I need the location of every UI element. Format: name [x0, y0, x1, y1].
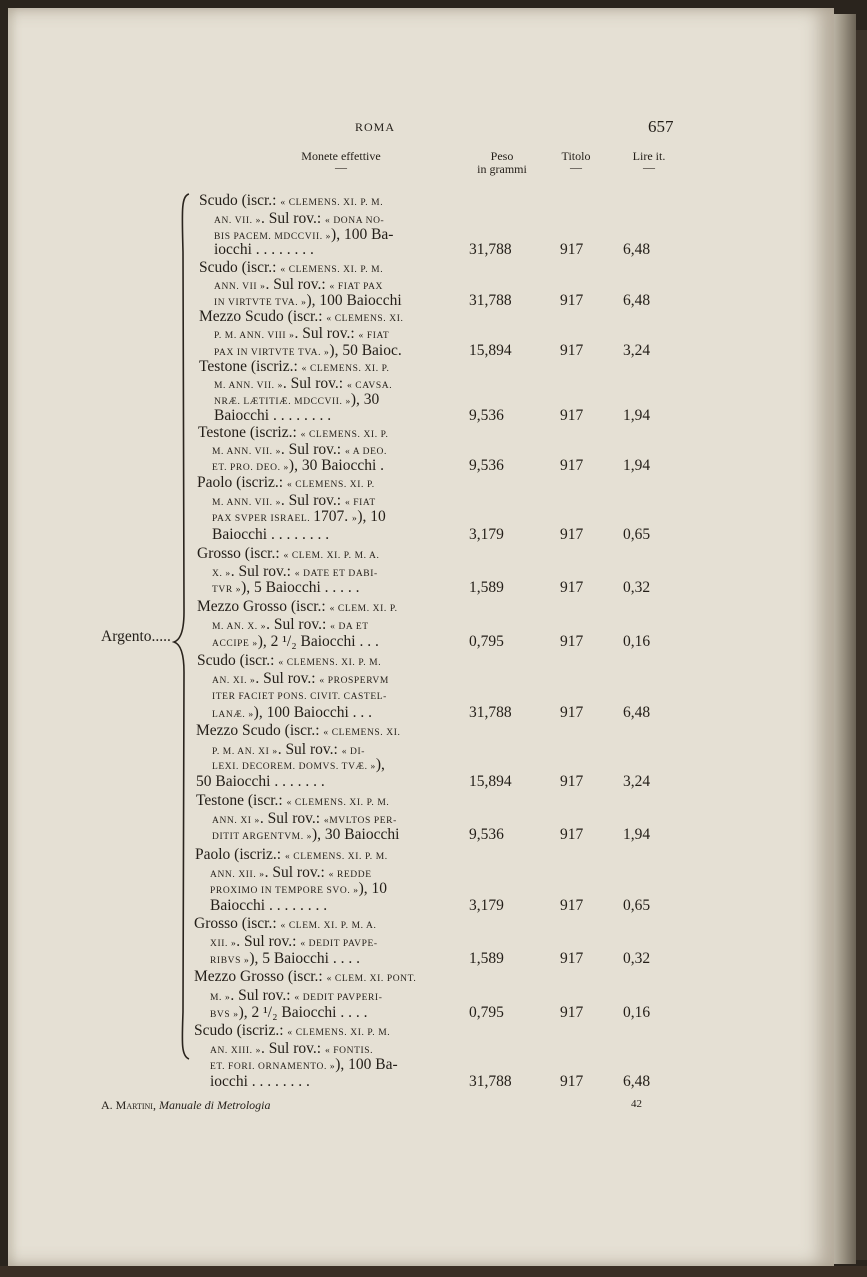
entry-line	[196, 773, 325, 790]
entry-text: Baiocchi . . . . . . . .	[212, 526, 330, 543]
entry-line	[212, 686, 387, 706]
inscription-text: AN. VII. »	[214, 216, 261, 226]
peso-value: 9,536	[469, 457, 504, 474]
lire-value: 0,65	[623, 526, 651, 543]
inscription-text: « REDDE	[328, 870, 372, 880]
entry-text: ), 30 Baiocchi .	[288, 457, 385, 474]
entry-text: 1707.	[313, 508, 352, 525]
entry-text: ), 30	[350, 391, 380, 408]
entry-text: ), 100 Baiocchi . . .	[253, 704, 373, 721]
entry-text: Grosso (iscr.:	[197, 545, 284, 562]
entry-text: Paolo (iscriz.:	[195, 846, 285, 863]
entry-text: Paolo (iscriz.:	[197, 474, 287, 491]
inscription-text: « CLEM. XI. P. M. A.	[280, 921, 377, 931]
inscription-text: »	[352, 514, 358, 524]
entry-line	[212, 526, 329, 543]
entry-line	[210, 897, 327, 914]
peso-value: 0,795	[469, 1004, 504, 1021]
entry-text: Scudo (iscriz.:	[194, 1022, 288, 1039]
titolo-value: 917	[560, 526, 584, 543]
entry-text: . Sul rov.:	[282, 375, 347, 392]
inscription-text: « CLEMENS. XI. P.	[286, 480, 375, 490]
peso-value: 0,795	[469, 633, 504, 650]
inscription-text: IN VIRTVTE TVA. »	[214, 298, 307, 308]
entry-line	[212, 508, 386, 528]
inscription-text: ANN. XI »	[212, 816, 260, 826]
inscription-text: AN. XIII. »	[210, 1046, 261, 1056]
inscription-text: « CLEMENS. XI. P. M.	[284, 852, 388, 862]
peso-value: 1,589	[469, 579, 504, 596]
inscription-text: « DI-	[341, 747, 366, 757]
entry-line	[196, 722, 400, 742]
entry-text: ), 50 Baioc.	[329, 342, 402, 359]
column-header-weight-line1: Peso	[490, 149, 514, 163]
entry-line	[210, 1004, 367, 1024]
column-header-weight-line2: in grammi	[477, 162, 527, 176]
peso-value: 15,894	[469, 773, 512, 790]
lire-value: 1,94	[623, 826, 651, 843]
lire-value: 6,48	[623, 1073, 651, 1090]
inscription-text: P. M. ANN. VIII »	[214, 331, 295, 341]
inscription-text: « CLEMENS. XI. P. M.	[287, 1028, 391, 1038]
peso-value: 9,536	[469, 407, 504, 424]
entry-line	[210, 1073, 310, 1090]
lire-value: 0,16	[623, 1004, 651, 1021]
entry-line	[210, 950, 360, 970]
inscription-text: « DEDIT PAVPERI-	[294, 993, 383, 1003]
inscription-text: « CLEMENS. XI. P.	[300, 430, 389, 440]
bottom-shadow	[0, 1266, 867, 1277]
entry-line	[212, 633, 379, 653]
entry-text: . Sul rov.:	[294, 325, 359, 342]
lire-value: 6,48	[623, 241, 651, 258]
entry-line	[214, 241, 314, 258]
lire-value: 0,16	[623, 633, 651, 650]
inscription-text: « CLEMENS. XI.	[323, 728, 401, 738]
entry-text: 50 Baiocchi . . . . . . .	[196, 773, 325, 790]
inscription-text: «MVLTOS PER-	[323, 816, 397, 826]
inscription-text: « DATE ET DABI-	[294, 569, 378, 579]
titolo-value: 917	[560, 950, 584, 967]
entry-text: Testone (iscriz.:	[199, 358, 302, 375]
entry-text: ), 2 ¹/₂ Baiocchi . . .	[257, 633, 379, 650]
entry-text: . Sul rov.:	[260, 1040, 325, 1057]
inscription-text: P. M. AN. XI »	[212, 747, 278, 757]
titolo-value: 917	[560, 407, 584, 424]
inscription-text: « A DEO.	[344, 447, 387, 457]
inscription-text: PAX SVPER ISRAEL.	[212, 514, 314, 524]
peso-value: 3,179	[469, 526, 504, 543]
entry-text: Mezzo Scudo (iscr.:	[199, 308, 327, 325]
inscription-text: « CLEM. XI. P. M. A.	[283, 551, 380, 561]
inscription-text: « CAVSA.	[346, 381, 393, 391]
inscription-text: « CLEMENS. XI. P. M.	[280, 265, 384, 275]
inscription-text: M. »	[210, 993, 231, 1003]
inscription-text: « CLEMENS. XI. P. M.	[280, 198, 384, 208]
entry-line	[195, 846, 388, 866]
entry-line	[194, 968, 416, 988]
inscription-text: ITER FACIET PONS. CIVIT. CASTEL-	[212, 692, 387, 702]
peso-value: 15,894	[469, 342, 512, 359]
book-cover-edge	[856, 30, 867, 1260]
footer-credit	[101, 1098, 271, 1113]
entry-line	[197, 474, 375, 494]
entry-text: Mezzo Scudo (iscr.:	[196, 722, 324, 739]
inscription-text: « DA ET	[330, 622, 369, 632]
lire-value: 1,94	[623, 457, 651, 474]
inscription-text: BIS PACEM. MDCCVII. »	[214, 232, 332, 242]
inscription-text: LANÆ. »	[212, 710, 254, 720]
entry-text: Mezzo Grosso (iscr.:	[197, 598, 330, 615]
inscription-text: ACCIPE »	[212, 639, 258, 649]
entry-text: Baiocchi . . . . . . . .	[210, 897, 328, 914]
entry-text: ), 5 Baiocchi . . . . .	[241, 579, 360, 596]
entry-line	[212, 579, 360, 599]
entry-text: Testone (iscr.:	[196, 792, 287, 809]
titolo-value: 917	[560, 704, 584, 721]
column-header-dash: —	[570, 160, 582, 174]
footer-author: A. Martini,	[101, 1098, 156, 1112]
running-head: ROMA	[355, 120, 396, 134]
inscription-text: DITIT ARGENTVM. »	[212, 832, 313, 842]
entry-text: iocchi . . . . . . . .	[210, 1073, 310, 1090]
inscription-text: AN. XI. »	[212, 676, 256, 686]
entry-text: Testone (iscriz.:	[198, 424, 301, 441]
entry-line	[212, 826, 399, 846]
inscription-text: M. AN. X. »	[212, 622, 267, 632]
inscription-text: « DONA NO-	[325, 216, 385, 226]
entry-text: iocchi . . . . . . . .	[214, 241, 314, 258]
column-header-fineness-label: Titolo	[561, 149, 591, 163]
titolo-value: 917	[560, 457, 584, 474]
entry-text: Scudo (iscr.:	[199, 259, 281, 276]
titolo-value: 917	[560, 773, 584, 790]
entry-text: . Sul rov.:	[236, 933, 301, 950]
inscription-text: « CLEM. XI. PONT.	[326, 974, 417, 984]
entry-text: . Sul rov.:	[230, 987, 295, 1004]
entry-text: Mezzo Grosso (iscr.:	[194, 968, 327, 985]
inscription-text: « FIAT	[344, 498, 376, 508]
inscription-text: « FIAT PAX	[329, 282, 384, 292]
lire-value: 1,94	[623, 407, 651, 424]
entry-line	[197, 545, 379, 565]
lire-value: 3,24	[623, 773, 651, 790]
titolo-value: 917	[560, 826, 584, 843]
inscription-text: PAX IN VIRTVTE TVA. »	[214, 348, 330, 358]
entry-text: . Sul rov.:	[280, 441, 345, 458]
entry-text: Grosso (iscr.:	[194, 915, 281, 932]
column-header-fineness	[553, 149, 599, 174]
signature-mark: 42	[631, 1098, 642, 1110]
inscription-text: M. ANN. VII. »	[212, 498, 281, 508]
entry-text: . Sul rov.:	[280, 492, 345, 509]
inscription-text: TVR »	[212, 585, 242, 595]
inscription-text: ET. PRO. DEO. »	[212, 463, 289, 473]
entry-text: ), 2 ¹/₂ Baiocchi . . . .	[238, 1004, 368, 1021]
entry-text: Scudo (iscr.:	[199, 192, 281, 209]
inscription-text: X. »	[212, 569, 231, 579]
lire-value: 3,24	[623, 342, 651, 359]
titolo-value: 917	[560, 1004, 584, 1021]
titolo-value: 917	[560, 897, 584, 914]
titolo-value: 917	[560, 241, 584, 258]
titolo-value: 917	[560, 292, 584, 309]
entry-line	[194, 1022, 390, 1042]
peso-value: 3,179	[469, 897, 504, 914]
inscription-text: « DEDIT PAVPE-	[300, 939, 378, 949]
column-header-weight	[466, 150, 538, 176]
column-header-value-label: Lire it.	[632, 149, 666, 163]
entry-line	[214, 407, 331, 424]
page-number: 657	[648, 117, 674, 136]
footer-title: Manuale di Metrologia	[158, 1098, 271, 1112]
inscription-text: XII. »	[210, 939, 237, 949]
entry-text: ), 100 Ba-	[335, 1056, 398, 1073]
entry-line	[212, 704, 372, 724]
column-header-description	[290, 149, 392, 174]
entry-line	[197, 652, 381, 672]
lire-value: 0,32	[623, 579, 651, 596]
entry-text: . Sul rov.:	[259, 810, 324, 827]
titolo-value: 917	[560, 633, 584, 650]
peso-value: 9,536	[469, 826, 504, 843]
peso-value: 31,788	[469, 241, 512, 258]
entry-text: ), 10	[357, 508, 386, 525]
entry-text: . Sul rov.:	[277, 741, 342, 758]
column-header-dash: —	[643, 160, 655, 174]
entry-line	[196, 792, 389, 812]
page-edge	[834, 14, 856, 1264]
entry-text: ), 100 Baiocchi	[306, 292, 402, 309]
entry-text: ), 100 Ba-	[331, 226, 394, 243]
inscription-text: ANN. XII. »	[210, 870, 265, 880]
titolo-value: 917	[560, 342, 584, 359]
column-header-dash: —	[335, 160, 347, 174]
column-header-value	[621, 149, 677, 174]
inscription-text: ET. FORI. ORNAMENTO. »	[210, 1062, 336, 1072]
inscription-text: M. ANN. VII. »	[212, 447, 281, 457]
titolo-value: 917	[560, 579, 584, 596]
inscription-text: M. ANN. VII. »	[214, 381, 283, 391]
entry-text: ), 5 Baiocchi . . . .	[249, 950, 360, 967]
titolo-value: 917	[560, 1073, 584, 1090]
curly-brace	[172, 192, 194, 1062]
metal-label: Argento.....	[101, 628, 171, 645]
inscription-text: NRÆ. LÆTITIÆ. MDCCVII. »	[214, 397, 351, 407]
inscription-text: « CLEMENS. XI. P. M.	[278, 658, 382, 668]
inscription-text: PROXIMO IN TEMPORE SVO. »	[210, 886, 359, 896]
entry-text: ), 30 Baiocchi	[312, 826, 400, 843]
peso-value: 31,788	[469, 704, 512, 721]
entry-text: . Sul rov.:	[255, 670, 320, 687]
inscription-text: BVS »	[210, 1010, 239, 1020]
inscription-text: ANN. VII »	[214, 282, 266, 292]
entry-text: Scudo (iscr.:	[197, 652, 279, 669]
entry-text: ), 10	[358, 880, 388, 897]
lire-value: 6,48	[623, 292, 651, 309]
inscription-text: « CLEMENS. XI. P.	[301, 364, 390, 374]
inscription-text: « PROSPERVM	[319, 676, 389, 686]
entry-text: . Sul rov.:	[265, 276, 330, 293]
entry-line	[199, 192, 383, 212]
entry-text: . Sul rov.:	[264, 864, 329, 881]
peso-value: 31,788	[469, 1073, 512, 1090]
entry-text: ),	[375, 756, 385, 773]
inscription-text: LEXI. DECOREM. DOMVS. TVÆ. »	[212, 762, 376, 772]
entry-line	[194, 915, 376, 935]
lire-value: 6,48	[623, 704, 651, 721]
entry-text: . Sul rov.:	[266, 616, 331, 633]
lire-value: 0,65	[623, 897, 651, 914]
inscription-text: « CLEM. XI. P.	[329, 604, 398, 614]
inscription-text: « CLEMENS. XI. P. M.	[286, 798, 390, 808]
entry-text: . Sul rov.:	[230, 563, 295, 580]
column-header-description-label: Monete effettive	[301, 149, 381, 163]
inscription-text: RIBVS »	[210, 956, 250, 966]
peso-value: 1,589	[469, 950, 504, 967]
inscription-text: « FONTIS.	[324, 1046, 374, 1056]
entry-text: . Sul rov.:	[261, 210, 326, 227]
peso-value: 31,788	[469, 292, 512, 309]
inscription-text: « FIAT	[358, 331, 390, 341]
entry-line	[197, 598, 398, 618]
inscription-text: « CLEMENS. XI.	[326, 314, 404, 324]
entry-text: Baiocchi . . . . . . . .	[214, 407, 332, 424]
lire-value: 0,32	[623, 950, 651, 967]
